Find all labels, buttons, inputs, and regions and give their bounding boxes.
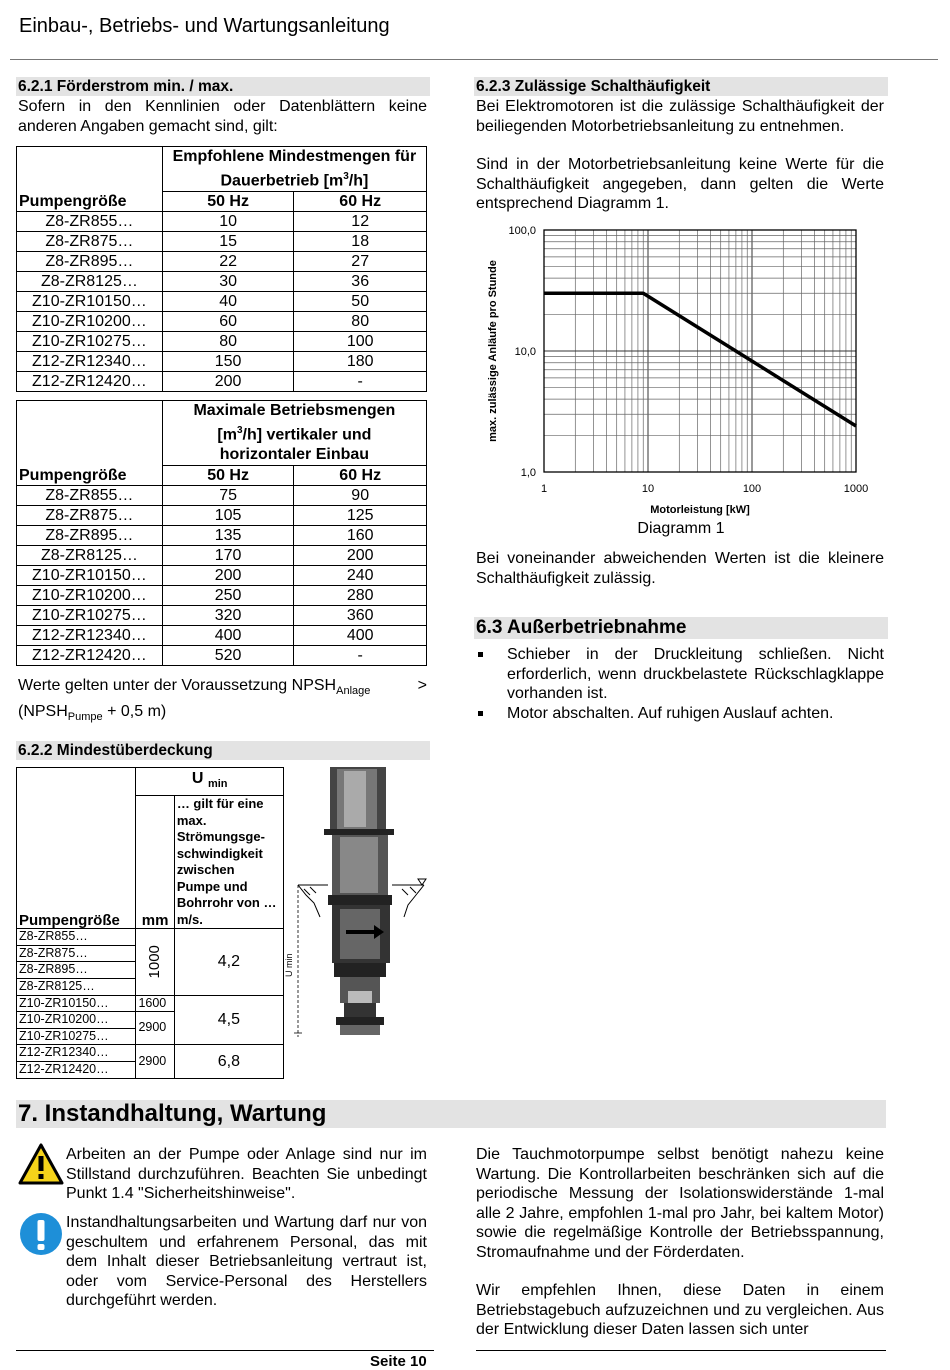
value-50hz: 320 bbox=[162, 606, 294, 626]
col-60hz: 60 Hz bbox=[294, 466, 427, 486]
max-flow-table-title: Maximale Betriebsmengen $[m^3/h]$ vertikaler und horizontaler Einbau bbox=[162, 401, 426, 466]
col-velocity-desc: … gilt für eine max. Strömungsge-schwindigkeit zwischen Pumpe und Bohrrohr von … m/s. bbox=[174, 796, 283, 929]
series-line bbox=[544, 293, 856, 426]
header-rule bbox=[10, 59, 938, 60]
value-50hz: 520 bbox=[162, 646, 294, 666]
section-6-2-2-heading: 6.2.2 Mindestüberdeckung bbox=[16, 741, 430, 760]
x-axis-label: Motorleistung [kW] bbox=[650, 504, 750, 516]
value-60hz: 36 bbox=[294, 272, 427, 292]
footer-rule bbox=[16, 1350, 434, 1351]
value-50hz: 200 bbox=[162, 566, 294, 586]
g2-mm-a: 1600 bbox=[136, 995, 174, 1012]
value-60hz: 160 bbox=[294, 526, 427, 546]
table-corner bbox=[17, 147, 163, 192]
table-row bbox=[17, 292, 427, 312]
page-number: Seite 10 bbox=[370, 1353, 427, 1370]
y-tick-label: 1,0 bbox=[520, 467, 536, 479]
y-tick-label: 100,0 bbox=[508, 225, 536, 237]
g2-mm-b: 2900 bbox=[136, 1012, 174, 1045]
maintenance-p1: Die Tauchmotorpumpe selbst benötigt nahezu keine Wartung. Die Kontrollarbeiten beschränken sich auf die periodische Messung der Isolationswiderstände 1-mal alle 2 Jahre, empfohlen 1-mal pro Jahr, bei kaltem Motor) sowie die regelmäßige Kontrolle der Betriebsspannung, Stromaufnahme und der Förderdaten. bbox=[476, 1146, 884, 1261]
info-icon bbox=[19, 1212, 63, 1256]
value-50hz: 30 bbox=[162, 272, 294, 292]
table-row bbox=[17, 606, 427, 626]
value-60hz: 80 bbox=[294, 312, 427, 332]
pump-name: Z12-ZR12340… bbox=[17, 1045, 136, 1062]
pump-name: Z10-ZR10200… bbox=[17, 312, 163, 332]
pump-name: Z8-ZR8125… bbox=[17, 546, 163, 566]
x-tick-label: 1000 bbox=[843, 483, 869, 495]
table-row bbox=[17, 546, 427, 566]
value-50hz: 170 bbox=[162, 546, 294, 566]
x-tick-label: 10 bbox=[641, 483, 655, 495]
document-title: Einbau-, Betriebs- und Wartungsanleitung bbox=[19, 15, 390, 37]
g1-mm: 1000 bbox=[146, 945, 164, 979]
pump-name: Z10-ZR10275… bbox=[17, 332, 163, 352]
value-60hz: 18 bbox=[294, 232, 427, 252]
value-50hz: 105 bbox=[162, 506, 294, 526]
table-row bbox=[17, 586, 427, 606]
value-60hz: - bbox=[294, 372, 427, 392]
pump-name: Z8-ZR875… bbox=[17, 232, 163, 252]
pump-name: Z8-ZR8125… bbox=[17, 978, 136, 995]
warning-icon bbox=[18, 1143, 64, 1185]
section-6-3-heading: 6.3 Außerbetriebnahme bbox=[474, 617, 888, 639]
pump-name: Z10-ZR10150… bbox=[17, 292, 163, 312]
min-flow-table bbox=[16, 146, 427, 392]
pump-name: Z10-ZR10275… bbox=[17, 1028, 136, 1045]
col-50hz: 50 Hz bbox=[162, 192, 294, 212]
table-row bbox=[17, 332, 427, 352]
value-60hz: 400 bbox=[294, 626, 427, 646]
footer-rule bbox=[476, 1350, 886, 1351]
value-60hz: 12 bbox=[294, 212, 427, 232]
pump-name: Z10-ZR10200… bbox=[17, 1012, 136, 1029]
g1-mm-cell bbox=[136, 929, 174, 995]
x-tick-label: 100 bbox=[742, 483, 762, 495]
pump-name: Z10-ZR10150… bbox=[17, 995, 136, 1012]
value-60hz: 180 bbox=[294, 352, 427, 372]
max-flow-table bbox=[16, 400, 427, 666]
table-row bbox=[17, 312, 427, 332]
value-50hz: 150 bbox=[162, 352, 294, 372]
g3-mm: 2900 bbox=[136, 1045, 174, 1078]
section-7-heading: 7. Instandhaltung, Wartung bbox=[16, 1100, 886, 1128]
table-row bbox=[17, 232, 427, 252]
table-row bbox=[17, 646, 427, 666]
table-row bbox=[17, 626, 427, 646]
section-6-2-3-p1: Bei Elektromotoren ist die zulässige Schalthäufigkeit der beiliegenden Motorbetriebsanleitung zu entnehmen. bbox=[476, 98, 884, 135]
value-60hz: 27 bbox=[294, 252, 427, 272]
value-60hz: 240 bbox=[294, 566, 427, 586]
shutdown-steps-list bbox=[476, 645, 884, 723]
value-50hz: 40 bbox=[162, 292, 294, 312]
value-60hz: 125 bbox=[294, 506, 427, 526]
section-6-2-3-heading: 6.2.3 Zulässige Schalthäufigkeit bbox=[474, 77, 888, 96]
value-50hz: 75 bbox=[162, 486, 294, 506]
table-row bbox=[17, 526, 427, 546]
value-60hz: 50 bbox=[294, 292, 427, 312]
value-60hz: - bbox=[294, 646, 427, 666]
pump-name: Z12-ZR12420… bbox=[17, 1061, 136, 1078]
y-tick-label: 10,0 bbox=[514, 346, 536, 358]
min-flow-table-title: Empfohlene Mindestmengen für Dauerbetrieb $[m^3/h]$ bbox=[162, 147, 426, 192]
value-60hz: 100 bbox=[294, 332, 427, 352]
table-row bbox=[17, 506, 427, 526]
value-60hz: 360 bbox=[294, 606, 427, 626]
value-50hz: 10 bbox=[162, 212, 294, 232]
pump-name: Z10-ZR10150… bbox=[17, 566, 163, 586]
pump-name: Z12-ZR12340… bbox=[17, 352, 163, 372]
g2-velocity: 4,5 bbox=[174, 995, 283, 1045]
chart-caption: Diagramm 1 bbox=[637, 520, 725, 537]
table-row bbox=[17, 566, 427, 586]
col-pump-size: Pumpengröße bbox=[17, 192, 163, 212]
pump-name: Z8-ZR855… bbox=[17, 212, 163, 232]
min-coverage-table bbox=[16, 767, 284, 1079]
umin-figure-label: U min bbox=[284, 953, 294, 977]
x-tick-label: 1 bbox=[540, 483, 548, 495]
value-60hz: 90 bbox=[294, 486, 427, 506]
value-50hz: 200 bbox=[162, 372, 294, 392]
pump-name: Z8-ZR895… bbox=[17, 962, 136, 979]
value-50hz: 135 bbox=[162, 526, 294, 546]
col-pump-size: Pumpengröße bbox=[17, 796, 136, 929]
list-item: Schieber in der Druckleitung schließen. Nicht erforderlich, wenn druckbelastete Rückschlagklappe vorhanden ist. bbox=[476, 645, 884, 704]
table-row bbox=[17, 252, 427, 272]
list-item: Motor abschalten. Auf ruhigen Auslauf achten. bbox=[476, 704, 884, 724]
pump-name: Z8-ZR875… bbox=[17, 506, 163, 526]
value-50hz: 250 bbox=[162, 586, 294, 606]
pump-name: Z8-ZR875… bbox=[17, 945, 136, 962]
pump-installation-drawing bbox=[284, 767, 434, 1067]
section-6-2-1-heading: 6.2.1 Förderstrom min. / max. bbox=[16, 77, 430, 96]
pump-name: Z10-ZR10275… bbox=[17, 606, 163, 626]
maintenance-p2: Wir empfehlen Ihnen, diese Daten in einem Betriebstagebuch aufzuzeichnen und zu vergleichen. Aus der Entwicklung dieser Daten lassen sich unter bbox=[476, 1282, 884, 1338]
pump-name: Z12-ZR12420… bbox=[17, 646, 163, 666]
pump-name: Z10-ZR10200… bbox=[17, 586, 163, 606]
g3-velocity: 6,8 bbox=[174, 1045, 283, 1078]
npsh-note: Werte gelten unter der Voraussetzung $NPSH_{Anlage}$ > ($NPSH_{Pumpe} + 0,5$ m) bbox=[18, 677, 427, 723]
pump-name: Z8-ZR895… bbox=[17, 252, 163, 272]
table-row bbox=[17, 372, 427, 392]
personnel-note: Instandhaltungsarbeiten und Wartung darf nur von geschultem und erfahrenem Personal, das mit dem Inhalt dieser Betriebsanleitung vertraut ist, oder vom Service-Personal des Herstellers durchgeführt werden. bbox=[66, 1214, 427, 1309]
table-row bbox=[17, 486, 427, 506]
section-6-2-3-p3: Bei voneinander abweichenden Werten ist die kleinere Schalthäufigkeit zulässig. bbox=[476, 550, 884, 587]
section-6-2-3-p2: Sind in der Motorbetriebsanleitung keine Werte für die Schalthäufigkeit angegeben, dann gelten die Werte entsprechend Diagramm 1. bbox=[476, 156, 884, 212]
pump-name: Z12-ZR12340… bbox=[17, 626, 163, 646]
value-60hz: 280 bbox=[294, 586, 427, 606]
value-50hz: 60 bbox=[162, 312, 294, 332]
g1-velocity: 4,2 bbox=[174, 929, 283, 995]
section-6-2-1-intro: Sofern in den Kennlinien oder Datenblättern keine anderen Angaben gemacht sind, gilt: bbox=[18, 98, 427, 135]
value-50hz: 80 bbox=[162, 332, 294, 352]
switching-frequency-chart bbox=[476, 218, 886, 520]
warning-text: Arbeiten an der Pumpe oder Anlage sind nur im Stillstand durchzuführen. Beachten Sie unbedingt Punkt 1.4 "Sicherheitshinweise". bbox=[66, 1146, 427, 1202]
pump-name: Z8-ZR8125… bbox=[17, 272, 163, 292]
table-row bbox=[17, 352, 427, 372]
table-row bbox=[17, 272, 427, 292]
value-50hz: 15 bbox=[162, 232, 294, 252]
table-row bbox=[17, 212, 427, 232]
y-axis-label: max. zulässige Anläufe pro Stunde bbox=[487, 260, 499, 442]
pump-name: Z12-ZR12420… bbox=[17, 372, 163, 392]
bullet-icon bbox=[478, 711, 483, 716]
pump-name: Z8-ZR895… bbox=[17, 526, 163, 546]
value-50hz: 22 bbox=[162, 252, 294, 272]
bullet-icon bbox=[478, 652, 483, 657]
col-mm: mm bbox=[136, 796, 174, 929]
col-60hz: 60 Hz bbox=[294, 192, 427, 212]
table-corner bbox=[17, 401, 163, 466]
col-50hz: 50 Hz bbox=[162, 466, 294, 486]
umin-header: U $_{min}$ bbox=[136, 768, 284, 796]
value-50hz: 400 bbox=[162, 626, 294, 646]
col-pump-size: Pumpengröße bbox=[17, 466, 163, 486]
pump-name: Z8-ZR855… bbox=[17, 929, 136, 946]
value-60hz: 200 bbox=[294, 546, 427, 566]
pump-name: Z8-ZR855… bbox=[17, 486, 163, 506]
